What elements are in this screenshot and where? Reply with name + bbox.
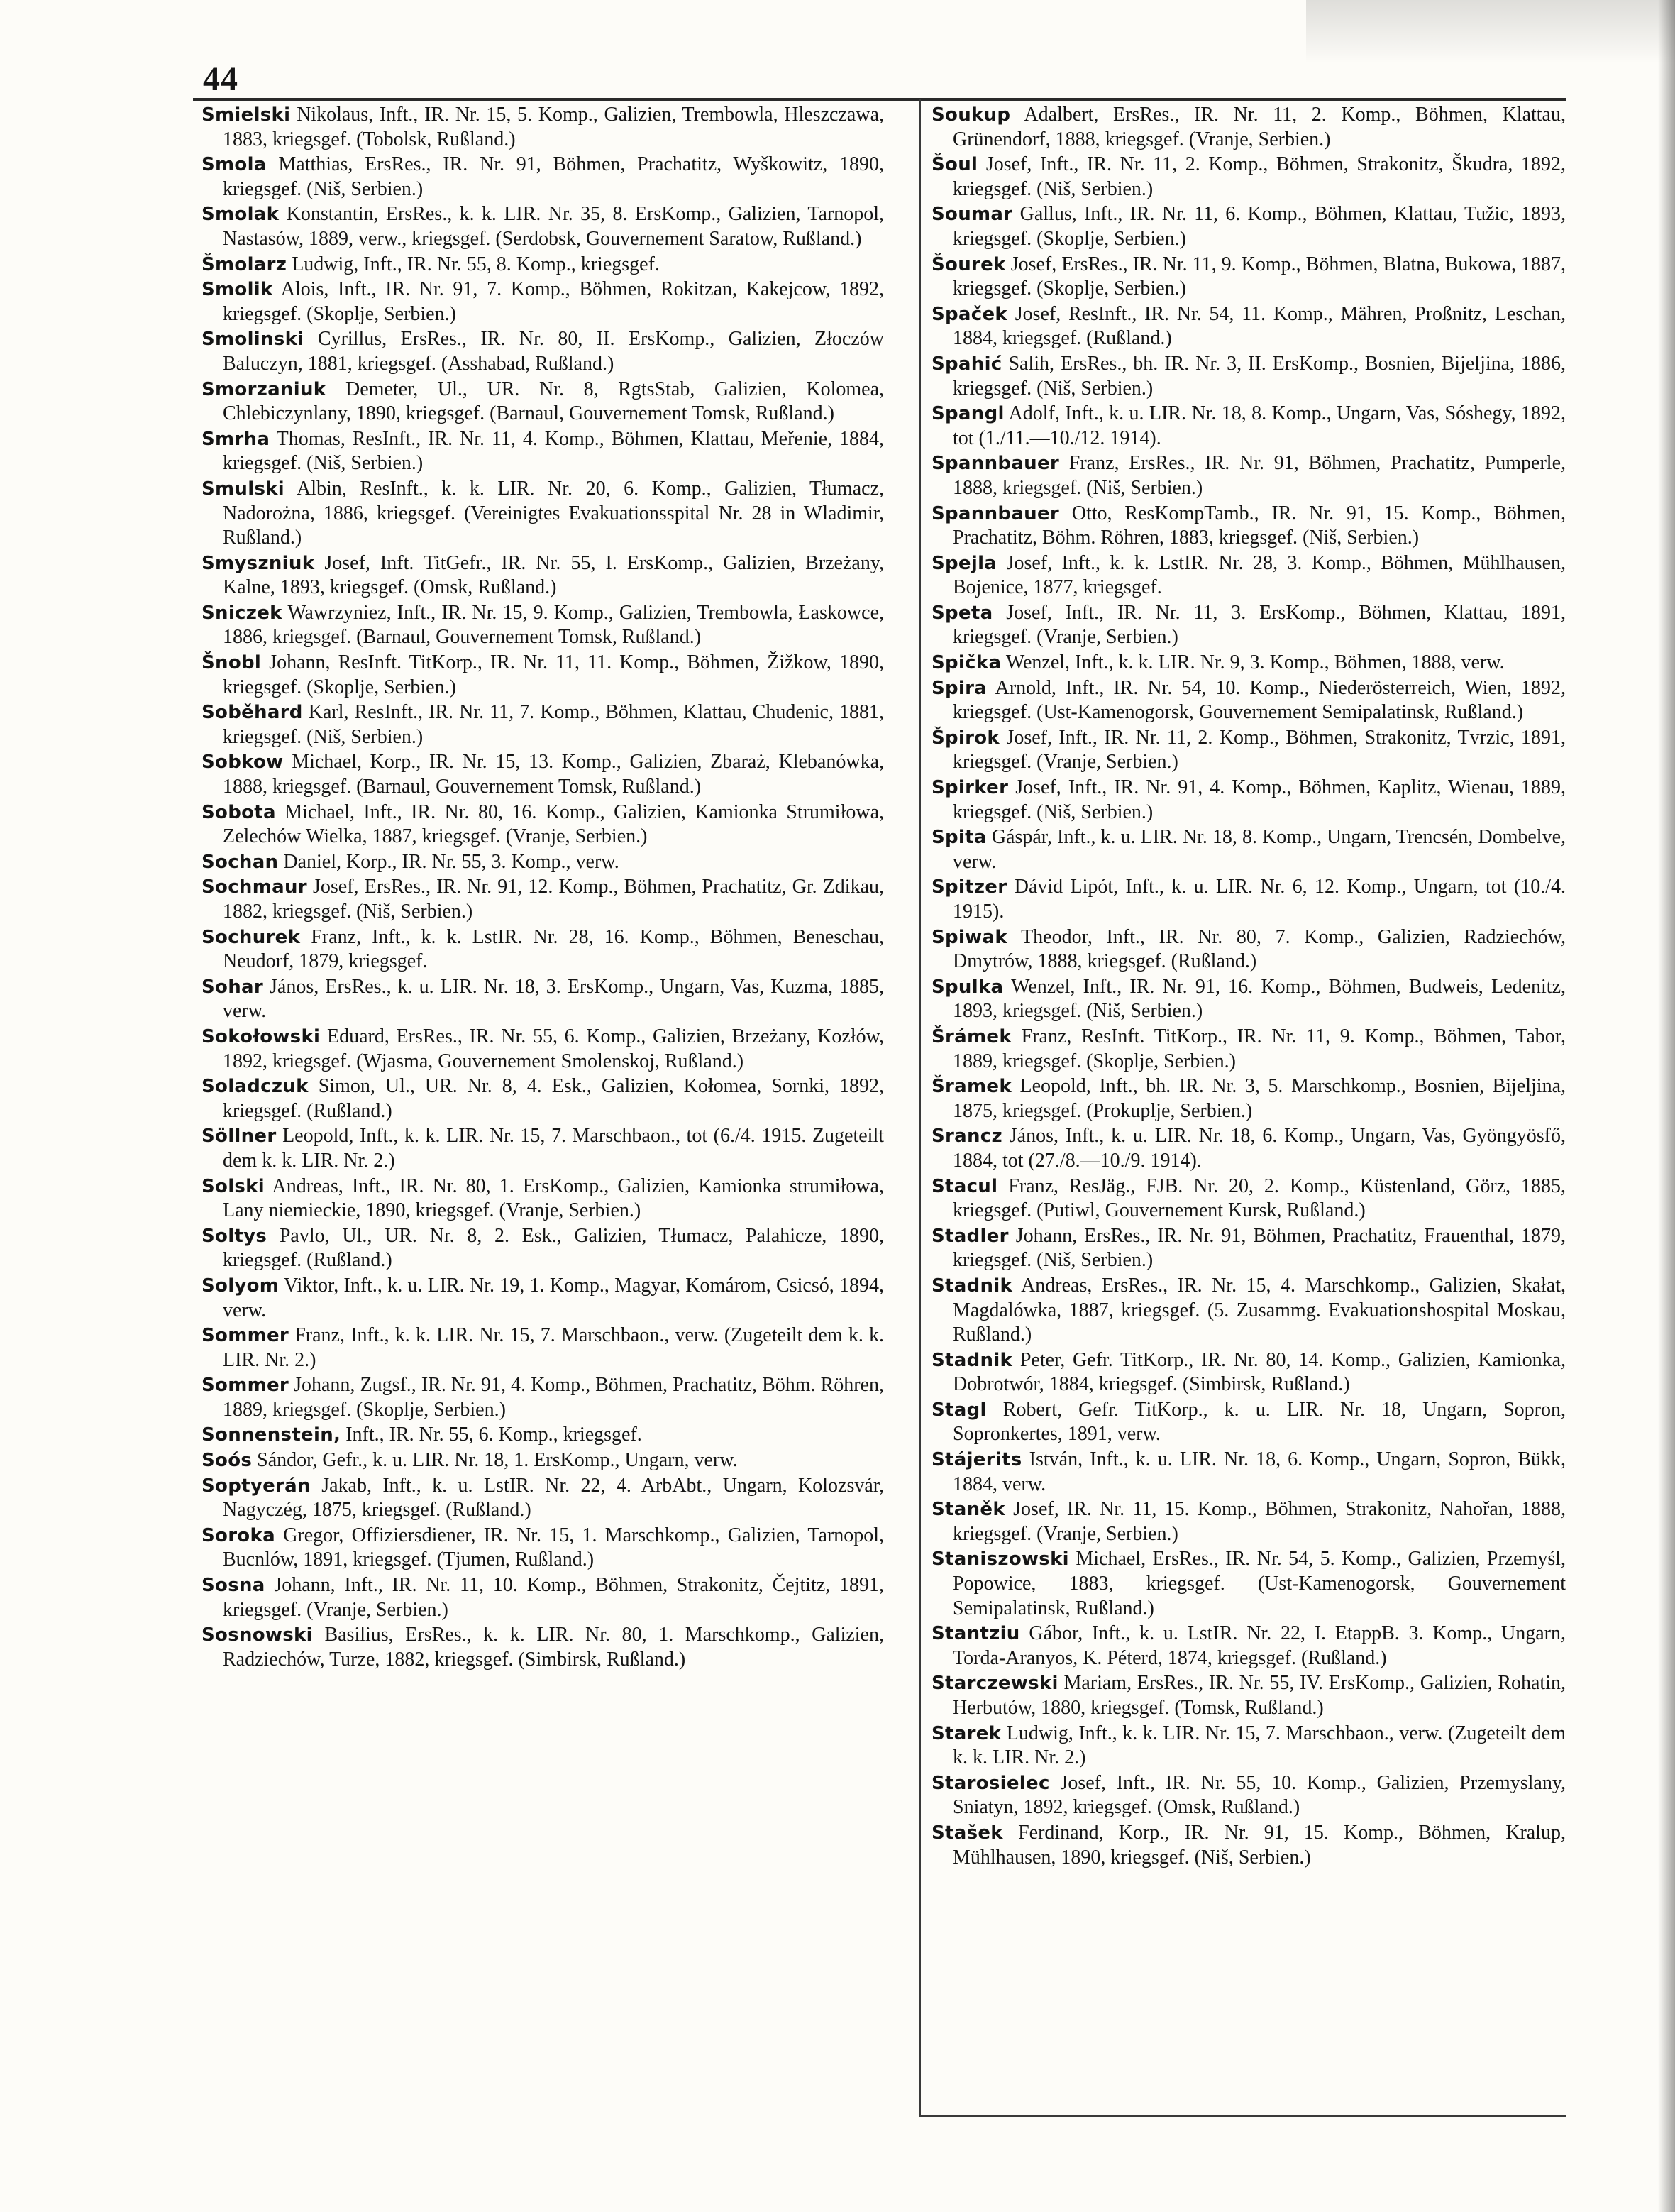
entry-surname: Sochan bbox=[201, 851, 279, 873]
entry-surname: Smola bbox=[201, 154, 267, 176]
entry-surname: Staněk bbox=[932, 1499, 1005, 1521]
entry-details: Dávid Lipót, Inft., k. u. LIR. Nr. 6, 12. Komp., Ungarn, tot (10./4. 1915). bbox=[953, 876, 1566, 923]
register-entry bbox=[932, 1771, 1566, 1820]
entry-details: Wawrzyniez, Inft., IR. Nr. 15, 9. Komp., Galizien, Trembowla, Łaskowce, 1886, kriegsgef. (Barnaul, Gouvernement Tomsk, Rußland.) bbox=[223, 601, 884, 649]
entry-surname: Spaček bbox=[932, 303, 1008, 325]
entry-surname: Spangl bbox=[932, 403, 1005, 425]
entry-details: Michael, Inft., IR. Nr. 80, 16. Komp., Galizien, Kamionka Strumiłowa, Zelechów Wielka, 1887, kriegsgef. (Vranje, Serbien.) bbox=[223, 800, 884, 848]
entry-details: Matthias, ErsRes., IR. Nr. 91, Böhmen, Prachatitz, Wyškowitz, 1890, kriegsgef. (Niš, Serbien.) bbox=[223, 153, 884, 200]
entry-details: Franz, Inft., k. k. LIR. Nr. 15, 7. Marschbaon., verw. (Zugeteilt dem k. k. LIR. Nr. 2.) bbox=[223, 1324, 884, 1371]
entry-details: Demeter, Ul., UR. Nr. 8, RgtsStab, Galizien, Kolomea, Chlebiczynlany, 1890, kriegsgef. (Barnaul, Gouvernement Tomsk, Rußland.) bbox=[223, 378, 884, 425]
register-entry bbox=[201, 1274, 884, 1323]
entry-surname: Spiwak bbox=[932, 926, 1007, 948]
entry-surname: Solyom bbox=[201, 1275, 280, 1297]
register-entry bbox=[201, 1324, 884, 1372]
entry-details: Pavlo, Ul., UR. Nr. 8, 2. Esk., Galizien, Tłumacz, Palahicze, 1890, kriegsgef. (Rußland.) bbox=[223, 1224, 885, 1272]
entry-details: Arnold, Inft., IR. Nr. 54, 10. Komp., Niederösterreich, Wien, 1892, kriegsgef. (Ust-Kamenogorsk, Gouvernement Semipalatinsk, Rußland.) bbox=[953, 676, 1566, 724]
register-entry bbox=[201, 1025, 884, 1074]
register-entry bbox=[932, 1547, 1566, 1621]
entry-details: Mariam, ErsRes., IR. Nr. 55, IV. ErsKomp., Galizien, Rohatin, Herbutów, 1880, kriegsgef. (Tomsk, Rußland.) bbox=[953, 1672, 1566, 1719]
entry-surname: Smyszniuk bbox=[201, 552, 315, 574]
entry-details: Peter, Gefr. TitKorp., IR. Nr. 80, 14. Komp., Galizien, Kamionka, Dobrotwór, 1884, kriegsgef. (Simbirsk, Rußland.) bbox=[953, 1348, 1566, 1396]
register-entry bbox=[201, 1524, 884, 1573]
entry-details: Karl, ResInft., IR. Nr. 11, 7. Komp., Böhmen, Klattau, Chudenic, 1881, kriegsgef. (Niš, Serbien.) bbox=[223, 701, 884, 748]
register-entry bbox=[201, 601, 884, 650]
register-entry bbox=[201, 1474, 884, 1523]
entry-details: Johann, Inft., IR. Nr. 11, 10. Komp., Böhmen, Strakonitz, Čejtitz, 1891, kriegsgef. (Vranje, Serbien.) bbox=[223, 1574, 884, 1621]
entry-details: Simon, Ul., UR. Nr. 8, 4. Esk., Galizien, Kołomea, Sornki, 1892, kriegsgef. (Rußland.) bbox=[223, 1075, 884, 1122]
entry-details: Adalbert, ErsRes., IR. Nr. 11, 2. Komp., Böhmen, Klattau, Grünendorf, 1888, kriegsgef. (Vranje, Serbien.) bbox=[953, 104, 1566, 150]
bottom-rule bbox=[919, 2115, 1566, 2117]
register-entry bbox=[201, 1423, 884, 1448]
register-entry bbox=[932, 1821, 1566, 1870]
entry-details: Otto, ResKompTamb., IR. Nr. 91, 15. Komp., Böhmen, Prachatitz, Böhm. Röhren, 1883, kriegsgef. (Niš, Serbien.) bbox=[953, 502, 1566, 549]
register-entry bbox=[932, 1124, 1566, 1173]
entry-surname: Šramek bbox=[932, 1076, 1012, 1098]
entry-details: János, ErsRes., k. u. LIR. Nr. 18, 3. ErsKomp., Ungarn, Vas, Kuzma, 1885, verw. bbox=[223, 975, 884, 1023]
entry-details: Josef, ErsRes., IR. Nr. 91, 12. Komp., Böhmen, Prachatitz, Gr. Zdikau, 1882, kriegsgef. (Niš, Serbien.) bbox=[223, 876, 885, 923]
register-entry bbox=[201, 975, 884, 1024]
entry-surname: Smrha bbox=[201, 428, 270, 450]
entry-details: Gábor, Inft., k. u. LstIR. Nr. 22, I. EtappB. 3. Komp., Ungarn, Torda-Aranyos, K. Péterd, 1874, kriegsgef. (Rußland.) bbox=[953, 1622, 1566, 1669]
entry-details: Ferdinand, Korp., IR. Nr. 91, 15. Komp., Böhmen, Kralup, Mühlhausen, 1890, kriegsgef. (Niš, Serbien.) bbox=[953, 1821, 1566, 1869]
register-entry bbox=[201, 1074, 884, 1123]
entry-surname: Šnobl bbox=[201, 652, 262, 674]
entry-details: Wenzel, Inft., IR. Nr. 91, 16. Komp., Böhmen, Budweis, Ledenitz, 1893, kriegsgef. (Niš, Serbien.) bbox=[953, 975, 1566, 1023]
entry-details: Johann, Zugsf., IR. Nr. 91, 4. Komp., Böhmen, Prachatitz, Böhm. Röhren, 1889, kriegsgef. (Skoplje, Serbien.) bbox=[223, 1374, 885, 1421]
entry-details: Franz, Inft., k. k. LstIR. Nr. 28, 16. Komp., Böhmen, Beneschau, Neudorf, 1879, kriegsgef. bbox=[223, 925, 885, 973]
entry-surname: Smulski bbox=[201, 478, 285, 500]
register-entry bbox=[201, 750, 884, 799]
entry-details: Basilius, ErsRes., k. k. LIR. Nr. 80, 1. Marschkomp., Galizien, Radziechów, Turze, 1882, kriegsgef. (Simbirsk, Rußland.) bbox=[223, 1624, 884, 1671]
entry-surname: Stadler bbox=[932, 1225, 1009, 1247]
entry-surname: Soumar bbox=[932, 204, 1013, 226]
register-entry bbox=[932, 1224, 1566, 1273]
entry-surname: Šrámek bbox=[932, 1025, 1012, 1047]
register-entry bbox=[932, 726, 1566, 775]
register-entry bbox=[932, 776, 1566, 825]
register-entry bbox=[932, 1622, 1566, 1671]
left-column bbox=[201, 103, 884, 1673]
entry-details: Josef, Inft., IR. Nr. 55, 10. Komp., Galizien, Przemyslany, Sniatyn, 1892, kriegsgef. (Omsk, Rußland.) bbox=[953, 1771, 1566, 1819]
entry-details: Leopold, Inft., bh. IR. Nr. 3, 5. Marschkomp., Bosnien, Bijeljina, 1875, kriegsgef. (Prokuplje, Serbien.) bbox=[953, 1075, 1566, 1122]
entry-surname: Sommer bbox=[201, 1325, 289, 1347]
entry-surname: Sobota bbox=[201, 801, 276, 823]
register-entry bbox=[932, 651, 1566, 676]
entry-details: Eduard, ErsRes., IR. Nr. 55, 6. Komp., Galizien, Brzeżany, Kozłów, 1892, kriegsgef. (Wjasma, Gouvernement Smolenskoj, Rußland.) bbox=[223, 1025, 884, 1072]
entry-surname: Soós bbox=[201, 1450, 253, 1472]
register-entry bbox=[932, 825, 1566, 874]
register-entry bbox=[201, 427, 884, 476]
register-entry bbox=[932, 1722, 1566, 1771]
entry-details: Sándor, Gefr., k. u. LIR. Nr. 18, 1. ErsKomp., Ungarn, verw. bbox=[257, 1449, 738, 1472]
entry-surname: Sosna bbox=[201, 1575, 265, 1597]
entry-surname: Spahić bbox=[932, 353, 1002, 375]
entry-details: Josef, Inft., IR. Nr. 11, 3. ErsKomp., Böhmen, Klattau, 1891, kriegsgef. (Vranje, Serbien.) bbox=[953, 601, 1566, 649]
entry-details: Alois, Inft., IR. Nr. 91, 7. Komp., Böhmen, Rokitzan, Kakejcow, 1892, kriegsgef. (Skoplje, Serbien.) bbox=[223, 278, 884, 325]
scan-corner-shadow bbox=[1306, 0, 1675, 64]
entry-surname: Sonnenstein, bbox=[201, 1424, 341, 1446]
entry-details: Johann, ErsRes., IR. Nr. 91, Böhmen, Prachatitz, Frauenthal, 1879, kriegsgef. (Niš, Serbien.) bbox=[953, 1224, 1566, 1272]
entry-surname: Spira bbox=[932, 677, 988, 699]
entry-surname: Stantziu bbox=[932, 1623, 1020, 1645]
entry-details: István, Inft., k. u. LIR. Nr. 18, 6. Komp., Ungarn, Sopron, Bükk, 1884, verw. bbox=[953, 1448, 1566, 1495]
entry-surname: Šourek bbox=[932, 253, 1006, 275]
register-entry bbox=[932, 601, 1566, 650]
register-entry bbox=[932, 1497, 1566, 1546]
register-entry bbox=[201, 103, 884, 152]
entry-details: Gregor, Offiziersdiener, IR. Nr. 15, 1. Marschkomp., Galizien, Tarnopol, Bucnlów, 1891, kriegsgef. (Tjumen, Rußland.) bbox=[223, 1524, 885, 1571]
register-entry bbox=[932, 1448, 1566, 1497]
entry-surname: Stadnik bbox=[932, 1349, 1013, 1371]
entry-surname: Sochmaur bbox=[201, 876, 307, 898]
entry-surname: Spirker bbox=[932, 777, 1009, 799]
register-entry bbox=[201, 800, 884, 849]
entry-details: Gallus, Inft., IR. Nr. 11, 6. Komp., Böhmen, Klattau, Tužic, 1893, kriegsgef. (Skoplje, Serbien.) bbox=[953, 203, 1566, 250]
entry-surname: Stadnik bbox=[932, 1275, 1013, 1297]
register-entry bbox=[201, 700, 884, 749]
register-entry bbox=[201, 378, 884, 427]
register-entry bbox=[201, 651, 884, 700]
entry-surname: Sobkow bbox=[201, 752, 284, 774]
entry-details: János, Inft., k. u. LIR. Nr. 18, 6. Komp., Ungarn, Vas, Gyöngyösfő, 1884, tot (27./8.—10./9. 1914). bbox=[953, 1125, 1566, 1172]
register-entry bbox=[201, 1373, 884, 1422]
entry-details: Cyrillus, ErsRes., IR. Nr. 80, II. ErsKomp., Galizien, Złoczów Baluczyn, 1881, kriegsgef. (Asshabad, Rußland.) bbox=[223, 328, 885, 375]
entry-details: Adolf, Inft., k. u. LIR. Nr. 18, 8. Komp., Ungarn, Vas, Sóshegy, 1892, tot (1./11.—10./12. 1914). bbox=[953, 402, 1566, 449]
entry-surname: Spannbauer bbox=[932, 453, 1060, 475]
column-divider bbox=[919, 99, 921, 2115]
register-entry bbox=[201, 551, 884, 600]
register-entry bbox=[201, 327, 884, 376]
entry-details: Franz, ErsRes., IR. Nr. 91, Böhmen, Prachatitz, Pumperle, 1888, kriegsgef. (Niš, Serbien.) bbox=[953, 452, 1566, 499]
entry-surname: Stájerits bbox=[932, 1449, 1022, 1471]
register-entry bbox=[932, 302, 1566, 351]
entry-details: Andreas, ErsRes., IR. Nr. 15, 4. Marschkomp., Galizien, Skałat, Magdalówka, 1887, kriegsgef. (5. Zusammg. Evakuationshospital Moskau, Rußland.) bbox=[953, 1274, 1566, 1346]
register-entry bbox=[932, 1025, 1566, 1074]
entry-surname: Spita bbox=[932, 827, 987, 849]
entry-surname: Solski bbox=[201, 1175, 265, 1197]
entry-details: Ludwig, Inft., k. k. LIR. Nr. 15, 7. Marschbaon., verw. (Zugeteilt dem k. k. LIR. Nr. 2.) bbox=[953, 1722, 1566, 1769]
register-entry bbox=[932, 402, 1566, 451]
entry-surname: Söllner bbox=[201, 1126, 277, 1148]
register-entry bbox=[932, 451, 1566, 500]
entry-details: Robert, Gefr. TitKorp., k. u. LIR. Nr. 18, Ungarn, Sopron, Sopronkertes, 1891, verw. bbox=[953, 1398, 1566, 1446]
register-entry bbox=[201, 477, 884, 551]
register-entry bbox=[201, 1448, 884, 1473]
entry-details: Josef, Inft., IR. Nr. 11, 2. Komp., Böhmen, Strakonitz, Škudra, 1892, kriegsgef. (Niš, Serbien.) bbox=[953, 153, 1566, 200]
register-entry bbox=[201, 202, 884, 251]
register-entry bbox=[201, 850, 884, 875]
entry-surname: Smolik bbox=[201, 279, 273, 301]
register-entry bbox=[932, 875, 1566, 924]
entry-details: Andreas, Inft., IR. Nr. 80, 1. ErsKomp., Galizien, Kamionka strumiłowa, Lany niemieckie, 1890, kriegsgef. (Vranje, Serbien.) bbox=[223, 1174, 884, 1222]
entry-surname: Staniszowski bbox=[932, 1548, 1069, 1570]
entry-surname: Smorzaniuk bbox=[201, 378, 326, 400]
register-entry bbox=[932, 502, 1566, 551]
register-entry bbox=[201, 253, 884, 277]
entry-surname: Spannbauer bbox=[932, 502, 1060, 524]
entry-details: Michael, ErsRes., IR. Nr. 54, 5. Komp., Galizien, Przemyśl, Popowice, 1883, kriegsgef. (Ust-Kamenogorsk, Gouvernement Semipalatinsk, Rußland.) bbox=[953, 1548, 1566, 1619]
entry-details: Johann, ResInft. TitKorp., IR. Nr. 11, 11. Komp., Böhmen, Žižkow, 1890, kriegsgef. (Skoplje, Serbien.) bbox=[223, 651, 885, 698]
entry-surname: Sokołowski bbox=[201, 1025, 321, 1047]
entry-details: Konstantin, ErsRes., k. k. LIR. Nr. 35, 8. ErsKomp., Galizien, Tarnopol, Nastasów, 1889, verw., kriegsgef. (Serdobsk, Gouvernement Saratow, Rußland.) bbox=[223, 203, 884, 250]
entry-surname: Soběhard bbox=[201, 702, 303, 724]
register-entry bbox=[932, 975, 1566, 1024]
entry-details: Josef, ErsRes., IR. Nr. 11, 9. Komp., Böhmen, Blatna, Bukowa, 1887, kriegsgef. (Skoplje, Serbien.) bbox=[953, 253, 1566, 300]
register-entry bbox=[932, 153, 1566, 202]
entry-surname: Starosielec bbox=[932, 1772, 1050, 1794]
register-entry bbox=[932, 925, 1566, 974]
register-entry bbox=[201, 1124, 884, 1173]
register-entry bbox=[201, 925, 884, 974]
entry-details: Viktor, Inft., k. u. LIR. Nr. 19, 1. Komp., Magyar, Komárom, Csicsó, 1894, verw. bbox=[223, 1274, 884, 1321]
entry-surname: Stagl bbox=[932, 1399, 987, 1421]
entry-details: Leopold, Inft., k. k. LIR. Nr. 15, 7. Marschbaon., tot (6./4. 1915. Zugeteilt dem k. k. LIR. Nr. 2.) bbox=[223, 1125, 885, 1172]
entry-details: Josef, Inft. TitGefr., IR. Nr. 55, I. ErsKomp., Galizien, Brzeżany, Kalne, 1893, kriegsgef. (Omsk, Rußland.) bbox=[223, 551, 885, 599]
entry-surname: Soroka bbox=[201, 1524, 275, 1546]
entry-details: Michael, Korp., IR. Nr. 15, 13. Komp., Galizien, Zbaraż, Klebanówka, 1888, kriegsgef. (Barnaul, Gouvernement Tomsk, Rußland.) bbox=[223, 751, 884, 798]
entry-surname: Smolinski bbox=[201, 329, 304, 351]
register-entry bbox=[201, 1174, 884, 1223]
entry-surname: Spička bbox=[932, 652, 1002, 674]
right-column bbox=[932, 103, 1566, 1871]
register-entry bbox=[932, 676, 1566, 725]
entry-details: Albin, ResInft., k. k. LIR. Nr. 20, 6. Komp., Galizien, Tłumacz, Nadorożna, 1886, kriegsgef. (Vereinigtes Evakuationsspital Nr. 28 in Wladimir, Rußland.) bbox=[223, 477, 884, 549]
register-entry bbox=[201, 1623, 884, 1672]
register-entry bbox=[932, 103, 1566, 152]
entry-details: Salih, ErsRes., bh. IR. Nr. 3, II. ErsKomp., Bosnien, Bijeljina, 1886, kriegsgef. (Niš, Serbien.) bbox=[953, 352, 1566, 400]
entry-details: Gáspár, Inft., k. u. LIR. Nr. 18, 8. Komp., Ungarn, Trencsén, Dombelve, verw. bbox=[953, 826, 1566, 873]
entry-details: Jakab, Inft., k. u. LstIR. Nr. 22, 4. ArbAbt., Ungarn, Kolozsvár, Nagyczég, 1875, kriegsgef. (Rußland.) bbox=[223, 1474, 885, 1522]
register-entry bbox=[932, 1348, 1566, 1397]
entry-surname: Soptyerán bbox=[201, 1475, 311, 1497]
entry-details: Franz, ResInft. TitKorp., IR. Nr. 11, 9. Komp., Böhmen, Tabor, 1889, kriegsgef. (Skoplje, Serbien.) bbox=[953, 1025, 1566, 1072]
entry-surname: Speta bbox=[932, 602, 993, 624]
top-rule bbox=[193, 98, 1566, 101]
entry-surname: Sosnowski bbox=[201, 1624, 313, 1646]
entry-surname: Soukup bbox=[932, 104, 1011, 126]
scan-edge-shadow bbox=[1658, 0, 1675, 2212]
entry-details: Daniel, Korp., IR. Nr. 55, 3. Komp., verw. bbox=[283, 850, 619, 873]
entry-details: Theodor, Inft., IR. Nr. 80, 7. Komp., Galizien, Radziechów, Dmytrów, 1888, kriegsgef. (Rußland.) bbox=[953, 925, 1566, 973]
entry-details: Josef, Inft., k. k. LstIR. Nr. 28, 3. Komp., Böhmen, Mühlhausen, Bojenice, 1877, kriegsgef. bbox=[953, 551, 1566, 599]
entry-surname: Soltys bbox=[201, 1225, 267, 1247]
entry-details: Nikolaus, Inft., IR. Nr. 15, 5. Komp., Galizien, Trembowla, Hleszczawa, 1883, kriegsgef. (Tobolsk, Rußland.) bbox=[223, 104, 884, 150]
entry-surname: Sochurek bbox=[201, 926, 301, 948]
register-entry bbox=[932, 1274, 1566, 1348]
register-entry bbox=[201, 1224, 884, 1273]
page-number: 44 bbox=[203, 60, 238, 98]
entry-details: Josef, IR. Nr. 11, 15. Komp., Böhmen, Strakonitz, Nahořan, 1888, kriegsgef. (Vranje, Serbien.) bbox=[953, 1498, 1566, 1545]
entry-surname: Soladczuk bbox=[201, 1076, 309, 1098]
entry-surname: Starczewski bbox=[932, 1673, 1058, 1695]
entry-surname: Srancz bbox=[932, 1126, 1002, 1148]
register-entry bbox=[932, 1174, 1566, 1223]
register-entry bbox=[932, 1074, 1566, 1123]
register-entry bbox=[201, 153, 884, 202]
register-entry bbox=[932, 352, 1566, 401]
entry-surname: Sohar bbox=[201, 976, 263, 998]
register-entry bbox=[932, 551, 1566, 600]
entry-surname: Smielski bbox=[201, 104, 291, 126]
entry-details: Franz, ResJäg., FJB. Nr. 20, 2. Komp., Küstenland, Görz, 1885, kriegsgef. (Putiwl, Gouvernement Kursk, Rußland.) bbox=[953, 1174, 1566, 1222]
register-entry bbox=[201, 875, 884, 924]
register-entry bbox=[932, 1671, 1566, 1720]
entry-surname: Sniczek bbox=[201, 602, 282, 624]
register-entry bbox=[201, 277, 884, 326]
entry-surname: Smolak bbox=[201, 204, 280, 226]
entry-details: Josef, Inft., IR. Nr. 11, 2. Komp., Böhmen, Strakonitz, Tvrzic, 1891, kriegsgef. (Vranje, Serbien.) bbox=[953, 726, 1566, 774]
entry-details: Josef, Inft., IR. Nr. 91, 4. Komp., Böhmen, Kaplitz, Wienau, 1889, kriegsgef. (Niš, Serbien.) bbox=[953, 776, 1566, 823]
entry-details: Inft., IR. Nr. 55, 6. Komp., kriegsgef. bbox=[345, 1424, 642, 1446]
entry-surname: Spulka bbox=[932, 976, 1004, 998]
entry-surname: Starek bbox=[932, 1722, 1002, 1744]
entry-surname: Sommer bbox=[201, 1375, 289, 1397]
entry-surname: Stašek bbox=[932, 1822, 1003, 1844]
entry-surname: Špirok bbox=[932, 727, 1000, 749]
entry-surname: Stacul bbox=[932, 1175, 998, 1197]
entry-surname: Spitzer bbox=[932, 876, 1007, 898]
entry-surname: Spejla bbox=[932, 552, 997, 574]
entry-surname: Šmolarz bbox=[201, 253, 287, 275]
entry-surname: Šoul bbox=[932, 154, 978, 176]
register-entry bbox=[932, 253, 1566, 302]
register-entry bbox=[932, 202, 1566, 251]
register-entry bbox=[932, 1398, 1566, 1447]
entry-details: Thomas, ResInft., IR. Nr. 11, 4. Komp., Böhmen, Klattau, Meřenie, 1884, kriegsgef. (Niš, Serbien.) bbox=[223, 427, 884, 475]
entry-details: Josef, ResInft., IR. Nr. 54, 11. Komp., Mähren, Proßnitz, Leschan, 1884, kriegsgef. (Rußland.) bbox=[953, 302, 1566, 350]
register-entry bbox=[201, 1573, 884, 1622]
entry-details: Wenzel, Inft., k. k. LIR. Nr. 9, 3. Komp., Böhmen, 1888, verw. bbox=[1005, 651, 1505, 674]
entry-details: Ludwig, Inft., IR. Nr. 55, 8. Komp., kriegsgef. bbox=[292, 253, 660, 275]
